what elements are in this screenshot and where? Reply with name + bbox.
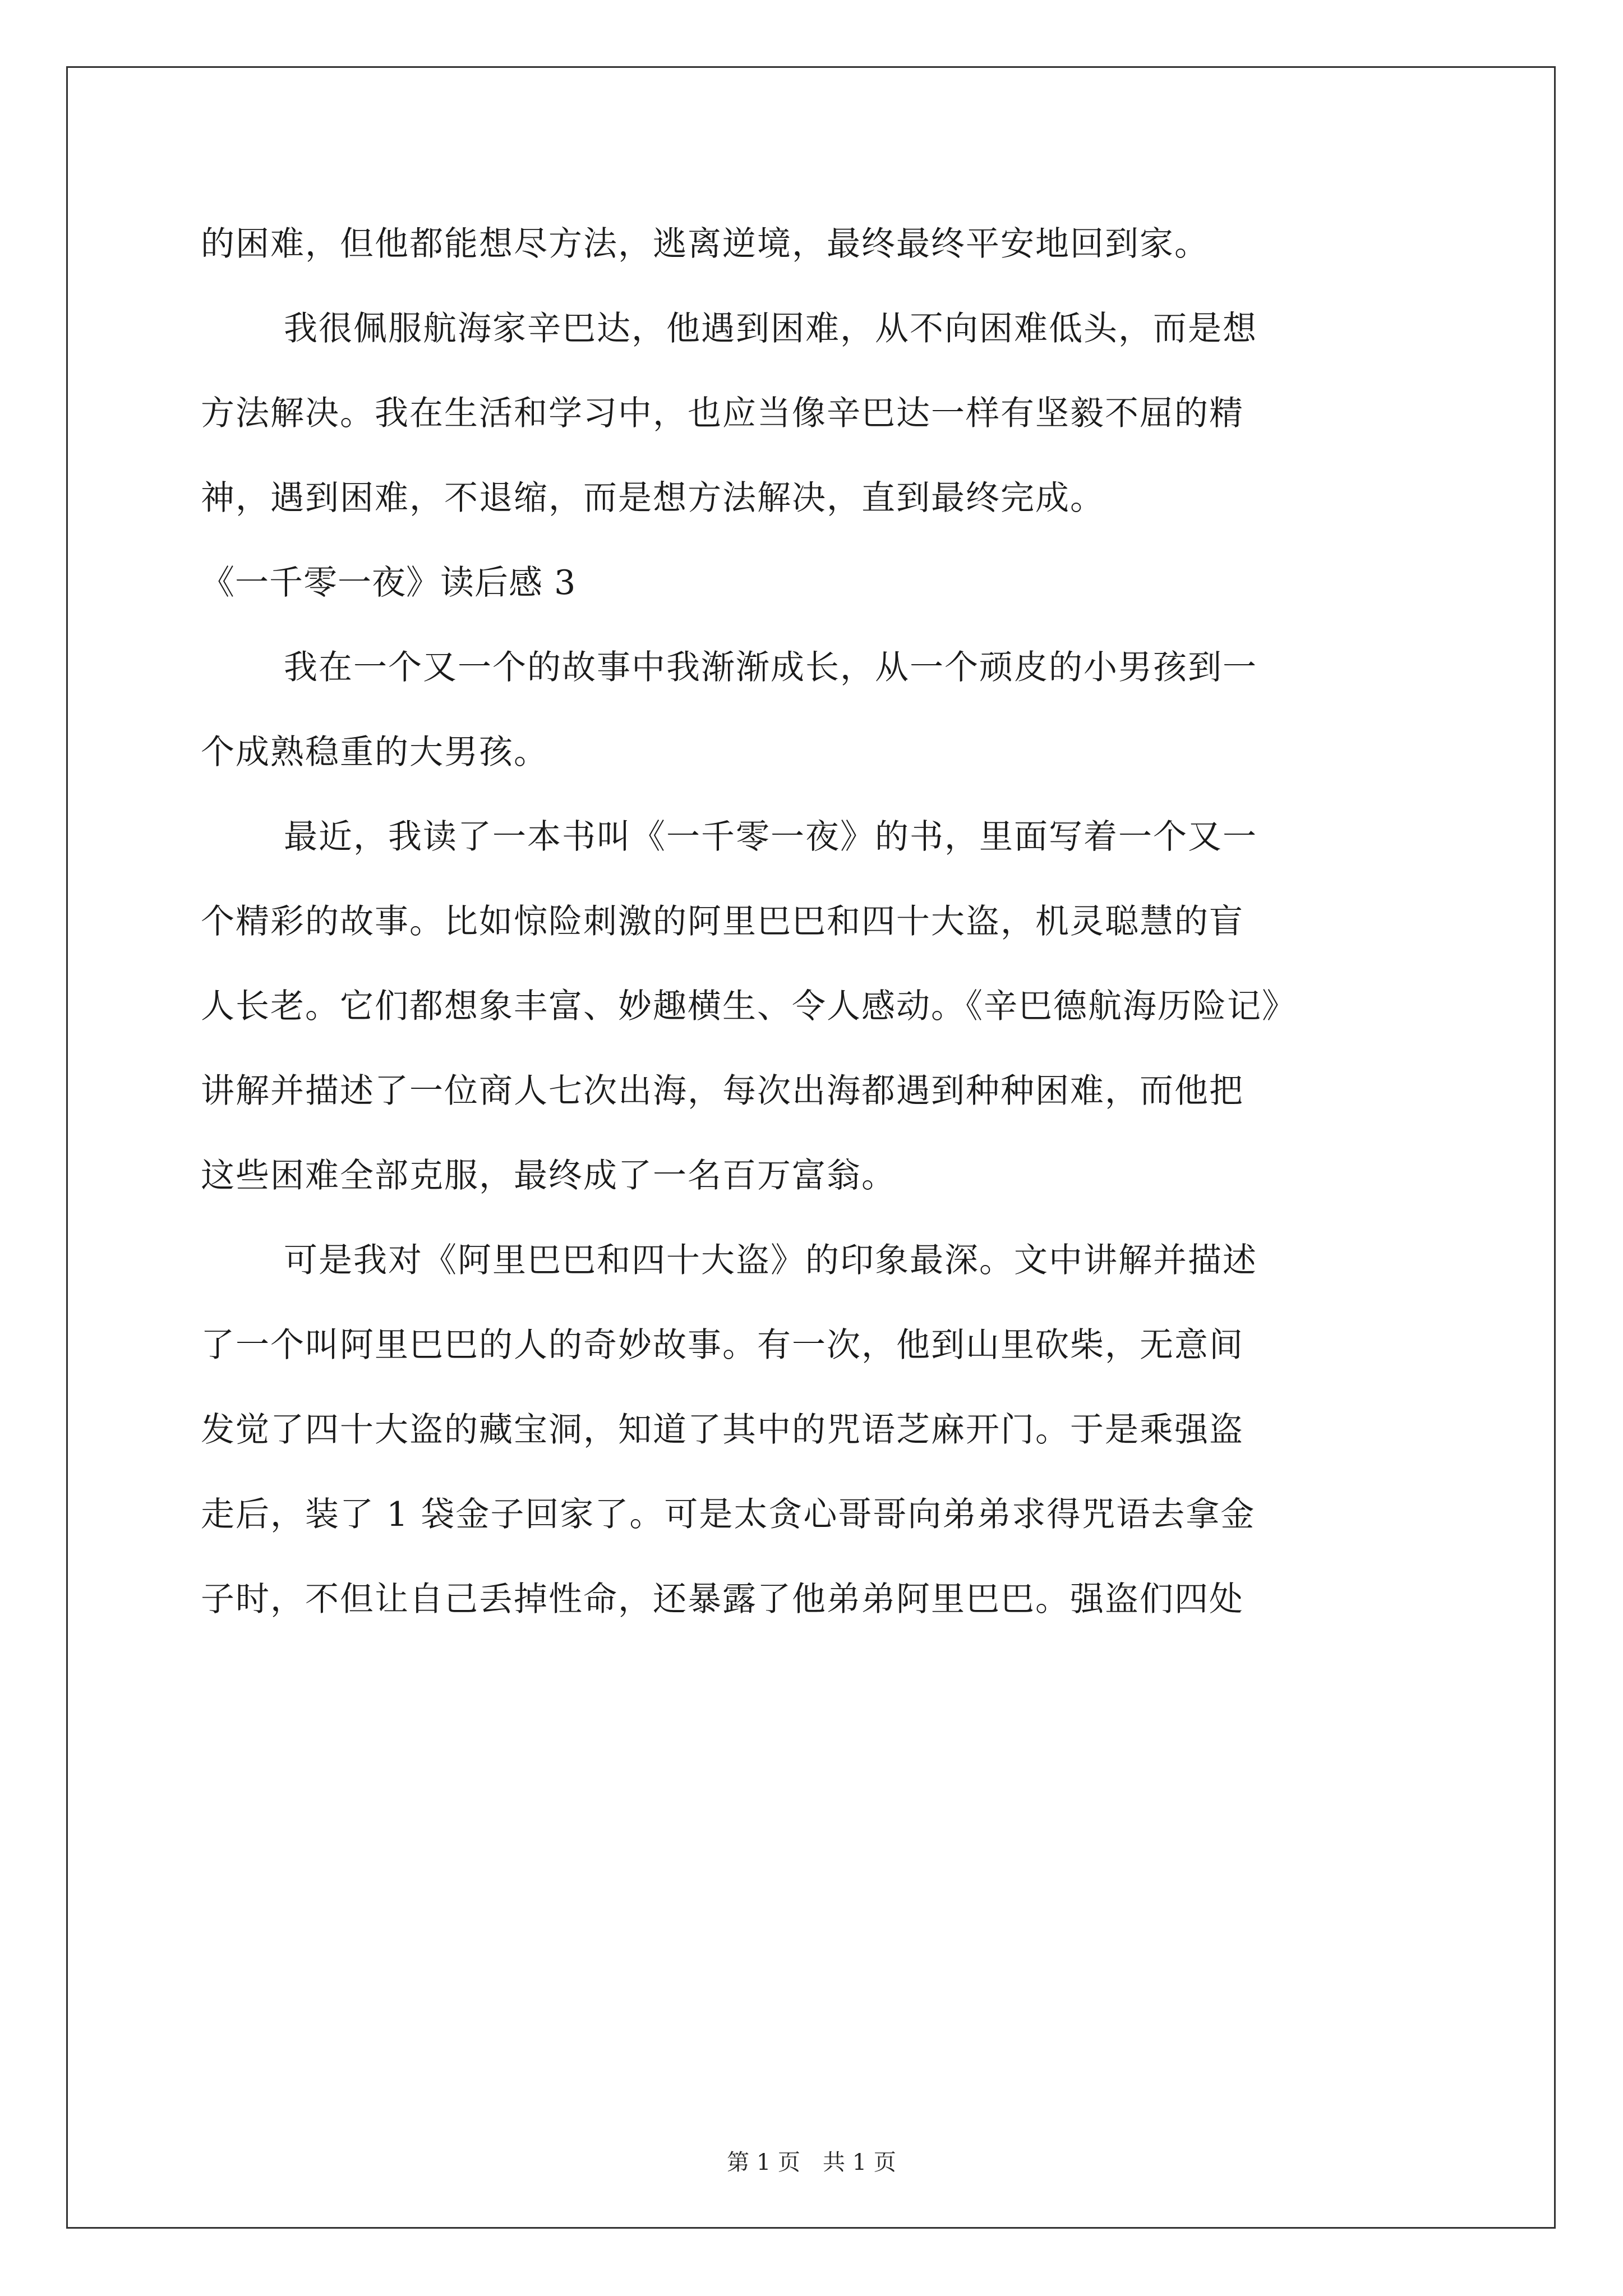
paragraph-line: 人长老。它们都想象丰富、妙趣横生、令人感动。《辛巴德航海历险记》 <box>201 987 1297 1026</box>
paragraph-line: 走后，装了 1 袋金子回家了。可是太贪心哥哥向弟弟求得咒语去拿金 <box>201 1495 1256 1534</box>
paragraph-line: 了一个叫阿里巴巴的人的奇妙故事。有一次，他到山里砍柴，无意间 <box>201 1326 1244 1365</box>
paragraph-line: 这些困难全部克服，最终成了一名百万富翁。 <box>201 1156 896 1195</box>
paragraph-line: 子时，不但让自己丢掉性命，还暴露了他弟弟阿里巴巴。强盗们四处 <box>201 1580 1244 1619</box>
paragraph-line: 个成熟稳重的大男孩。 <box>201 733 548 772</box>
paragraph-line: 最近，我读了一本书叫《一千零一夜》的书，里面写着一个又一 <box>284 817 1257 857</box>
paragraph-line: 我在一个又一个的故事中我渐渐成长，从一个顽皮的小男孩到一 <box>284 648 1257 687</box>
paragraph-line: 神，遇到困难，不退缩，而是想方法解决，直到最终完成。 <box>201 478 1105 518</box>
paragraph-line: 的困难，但他都能想尽方法，逃离逆境，最终最终平安地回到家。 <box>201 224 1209 264</box>
document-body <box>201 202 1429 1642</box>
paragraph-line: 可是我对《阿里巴巴和四十大盗》的印象最深。文中讲解并描述 <box>284 1241 1257 1280</box>
page-footer: 第 1 页 共 1 页 <box>727 2150 896 2175</box>
paragraph-line: 方法解决。我在生活和学习中，也应当像辛巴达一样有坚毅不屈的精 <box>201 394 1244 433</box>
section-heading: 《一千零一夜》读后感 3 <box>201 563 577 602</box>
paragraph-line: 个精彩的故事。比如惊险刺激的阿里巴巴和四十大盗，机灵聪慧的盲 <box>201 902 1244 941</box>
paragraph-line: 发觉了四十大盗的藏宝洞，知道了其中的咒语芝麻开门。于是乘强盗 <box>201 1410 1244 1450</box>
paragraph-line: 我很佩服航海家辛巴达，他遇到困难，从不向困难低头，而是想 <box>284 309 1257 348</box>
paragraph-line: 讲解并描述了一位商人七次出海，每次出海都遇到种种困难，而他把 <box>201 1071 1244 1111</box>
